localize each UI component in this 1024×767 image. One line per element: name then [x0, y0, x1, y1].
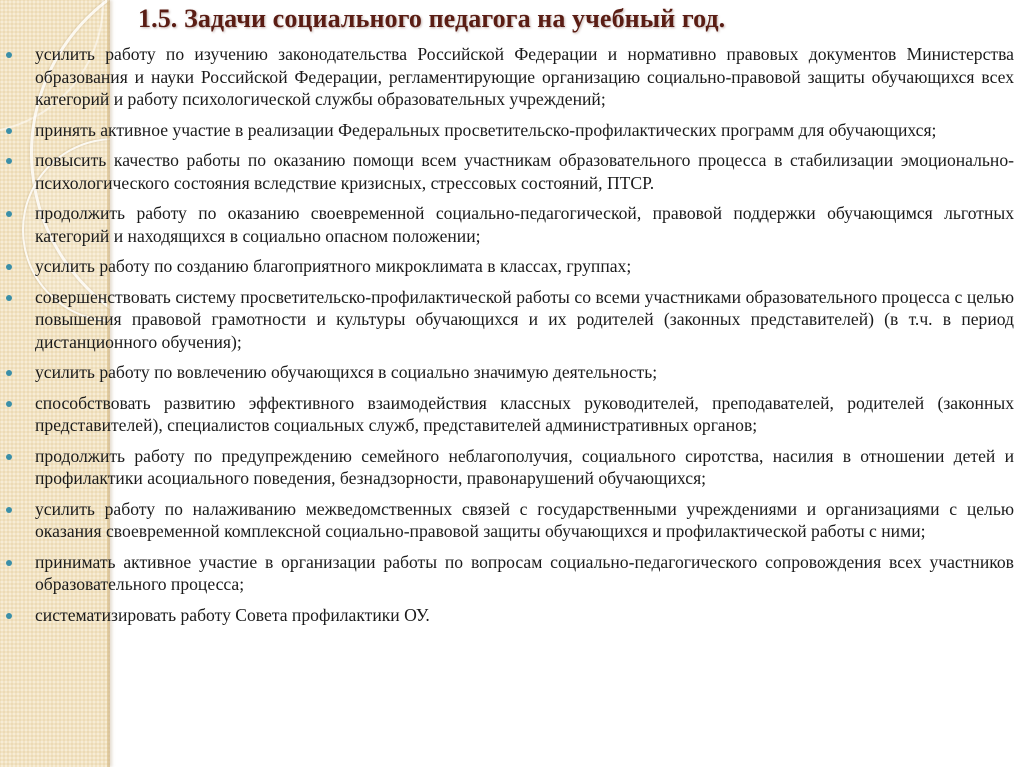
list-item — [0, 604, 1024, 627]
list-item — [0, 43, 1024, 111]
bullet-dot-icon — [6, 454, 12, 460]
bullet-dot-icon — [6, 52, 12, 58]
list-item-text: продолжить работу по оказанию своевременной социально-педагогической, правовой поддержки обучающимся льготных категорий и находящихся в социально опасном положении; — [35, 203, 1014, 246]
list-item — [0, 498, 1024, 543]
list-item-text: совершенствовать систему просветительско-профилактической работы со всеми участниками образовательного процесса с целью повышения правовой грамотности и культуры обучающихся и их родителей (законных представителей) (в т.ч. в период дистанционного обучения); — [35, 286, 1014, 352]
bullet-dot-icon — [6, 401, 12, 407]
list-item — [0, 551, 1024, 596]
bullet-dot-icon — [6, 560, 12, 566]
list-item-text: способствовать развитию эффективного взаимодействия классных руководителей, преподавателей, родителей (законных представителей), специалистов социальных служб, представителей административных органов; — [35, 392, 1014, 435]
list-item-text: принять активное участие в реализации Федеральных просветительско-профилактических программ для обучающихся; — [35, 119, 937, 140]
list-item-text: усилить работу по созданию благоприятного микроклимата в классах, группах; — [35, 256, 632, 276]
bullet-dot-icon — [6, 613, 12, 619]
list-item — [0, 392, 1024, 437]
bullet-dot-icon — [6, 158, 12, 164]
list-item — [0, 202, 1024, 247]
bullet-dot-icon — [6, 295, 12, 301]
list-item-text: усилить работу по налаживанию межведомственных связей с государственными учреждениями и организациями с целью оказания своевременной комплексной социально-правовой защиты обучающихся и профилактической работы с ними; — [35, 498, 1014, 541]
slide-title: 1.5. Задачи социального педагога на учебный год. — [138, 4, 726, 33]
list-item — [0, 445, 1024, 490]
list-item-text: повысить качество работы по оказанию помощи всем участникам образовательного процесса в стабилизации эмоционально-психологического состояния вследствие кризисных, стрессовых состояний, ПТСР. — [35, 150, 1014, 193]
bullet-dot-icon — [6, 264, 12, 270]
bullet-dot-icon — [6, 370, 12, 376]
bullet-dot-icon — [6, 507, 12, 513]
list-item-text: принимать активное участие в организации работы по вопросам социально-педагогического сопровождения всех участников образовательного процесса; — [35, 551, 1014, 594]
list-item-text: усилить работу по изучению законодательства Российской Федерации и нормативно правовых документов Министерства образования и науки Российской Федерации, регламентирующие организацию социально-правовой защиты обучающихся всех категорий и работу психологической службы образовательных учреждений; — [35, 44, 1014, 109]
list-item-text: систематизировать работу Совета профилактики ОУ. — [35, 604, 430, 625]
list-item — [0, 361, 1024, 384]
list-item-text: продолжить работу по предупреждению семейного неблагополучия, социального сиротства, насилия в отношении детей и профилактики асоциального поведения, безнадзорности, правонарушений обучающихся; — [35, 445, 1014, 488]
list-item — [0, 149, 1024, 194]
list-item — [0, 119, 1024, 142]
list-item — [0, 286, 1024, 354]
list-item-text: усилить работу по вовлечению обучающихся в социально значимую деятельность; — [35, 362, 658, 382]
task-list — [0, 43, 1024, 634]
bullet-dot-icon — [6, 128, 12, 134]
bullet-dot-icon — [6, 211, 12, 217]
list-item — [0, 255, 1024, 278]
